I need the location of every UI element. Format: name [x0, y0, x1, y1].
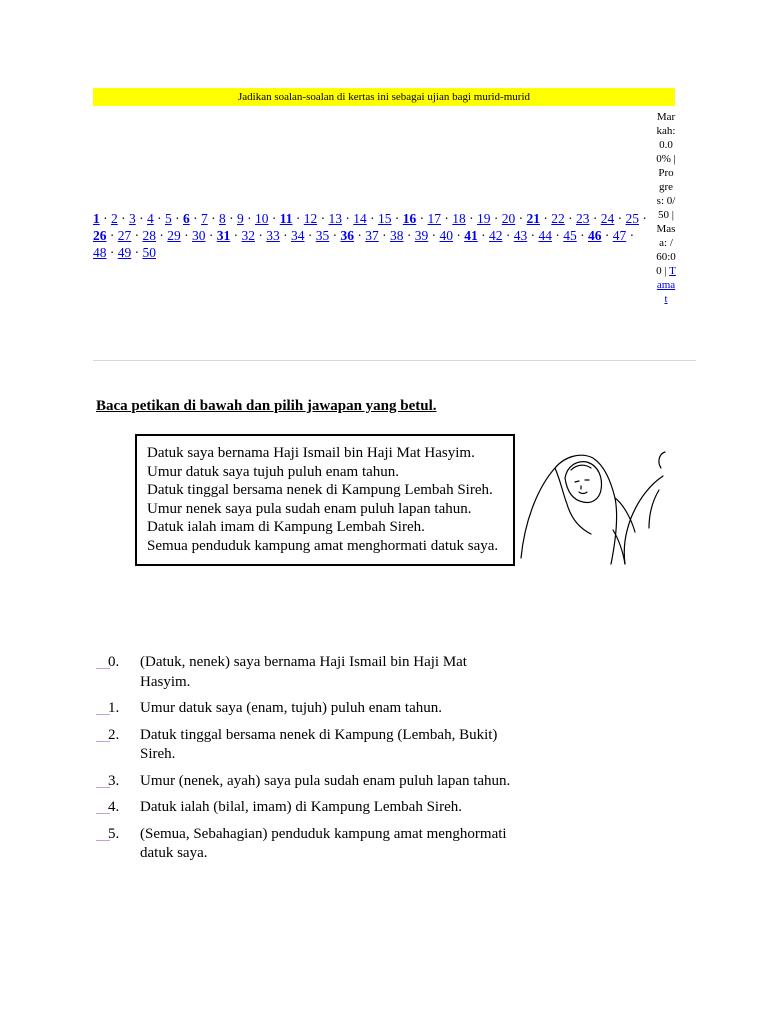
question-number-text: 5.: [108, 825, 120, 842]
banner: Jadikan soalan-soalan di kertas ini sebagai ujian bagi murid-murid: [93, 88, 675, 106]
link-separator: ·: [205, 228, 217, 243]
grandparents-illustration: [519, 448, 669, 566]
separator: |: [673, 153, 676, 165]
question-link-35[interactable]: 35: [315, 228, 330, 243]
question-item: [96, 825, 516, 864]
question-link-7[interactable]: 7: [201, 211, 208, 226]
progress-value: 0/50: [658, 195, 676, 221]
link-separator: ·: [189, 211, 201, 226]
question-link-1[interactable]: 1: [93, 211, 100, 226]
question-link-6[interactable]: 6: [183, 211, 190, 226]
link-separator: ·: [207, 211, 219, 226]
question-link-34[interactable]: 34: [291, 228, 305, 243]
question-link-49[interactable]: 49: [117, 245, 132, 260]
link-separator: ·: [465, 211, 478, 226]
passage-line: Umur datuk saya tujuh puluh enam tahun.: [147, 463, 400, 480]
link-separator: ·: [171, 211, 183, 226]
link-separator: ·: [453, 228, 465, 243]
answer-blank[interactable]: [96, 813, 110, 814]
link-separator: ·: [601, 228, 613, 243]
question-number-text: 2.: [108, 726, 120, 743]
link-separator: ·: [268, 211, 280, 226]
question-link-38[interactable]: 38: [390, 228, 404, 243]
question-link-41[interactable]: 41: [464, 228, 478, 243]
question-link-16[interactable]: 16: [402, 211, 417, 226]
time-label: Masa:: [656, 223, 676, 249]
answer-blank[interactable]: [96, 840, 110, 841]
question-item: [96, 772, 516, 792]
link-separator: ·: [106, 245, 118, 260]
link-separator: ·: [391, 211, 403, 226]
link-separator: ·: [131, 228, 143, 243]
question-link-50[interactable]: 50: [142, 245, 156, 260]
link-separator: ·: [527, 228, 539, 243]
answer-blank[interactable]: [96, 741, 110, 742]
link-separator: ·: [614, 211, 626, 226]
progress-label: Progres:: [656, 167, 674, 207]
link-separator: ·: [378, 228, 390, 243]
link-separator: ·: [639, 211, 647, 226]
link-separator: ·: [156, 228, 168, 243]
question-link-37[interactable]: 37: [365, 228, 379, 243]
question-link-11[interactable]: 11: [279, 211, 293, 226]
question-link-42[interactable]: 42: [489, 228, 503, 243]
link-separator: ·: [589, 211, 601, 226]
link-separator: ·: [564, 211, 577, 226]
link-separator: ·: [403, 228, 415, 243]
question-link-46[interactable]: 46: [588, 228, 602, 243]
link-separator: ·: [225, 211, 237, 226]
question-number-text: 4.: [108, 799, 120, 815]
question-link-21[interactable]: 21: [526, 211, 541, 226]
question-link-12[interactable]: 12: [303, 211, 318, 226]
question-link-31[interactable]: 31: [216, 228, 231, 243]
link-separator: ·: [317, 211, 329, 226]
question-link-17[interactable]: 17: [427, 211, 442, 226]
passage-line: Datuk saya bernama Haji Ismail bin Haji Mat Hasyim.: [147, 445, 475, 461]
question-link-8[interactable]: 8: [219, 211, 226, 226]
question-link-5[interactable]: 5: [165, 211, 172, 226]
question-text: Umur datuk saya (enam, tujuh) puluh enam tahun.: [140, 700, 443, 716]
finish-link[interactable]: Tamat: [656, 265, 676, 305]
question-list: [96, 653, 516, 871]
question-item: [96, 699, 516, 719]
question-link-4[interactable]: 4: [147, 211, 154, 226]
divider: [93, 360, 696, 361]
link-separator: ·: [329, 228, 341, 243]
link-separator: ·: [304, 228, 316, 243]
question-link-22[interactable]: 22: [551, 211, 565, 226]
question-link-9[interactable]: 9: [237, 211, 244, 226]
question-navigation: [93, 210, 649, 261]
question-link-14[interactable]: 14: [353, 211, 367, 226]
link-separator: ·: [477, 228, 489, 243]
link-separator: ·: [552, 228, 564, 243]
question-link-44[interactable]: 44: [538, 228, 552, 243]
question-link-10[interactable]: 10: [255, 211, 269, 226]
link-separator: ·: [99, 211, 111, 226]
passage-line: Umur nenek saya pula sudah enam puluh lapan tahun.: [147, 500, 472, 517]
link-separator: ·: [106, 228, 118, 243]
link-separator: ·: [540, 211, 552, 226]
question-link-2[interactable]: 2: [111, 211, 118, 226]
status-panel: [656, 110, 676, 306]
question-text: Datuk ialah (bilal, imam) di Kampung Lembah Sireh.: [140, 799, 463, 815]
question-link-39[interactable]: 39: [414, 228, 429, 243]
passage-line: Datuk tinggal bersama nenek di Kampung Lembah Sireh.: [147, 482, 493, 499]
link-separator: ·: [576, 228, 588, 243]
question-link-27[interactable]: 27: [117, 228, 132, 243]
question-link-43[interactable]: 43: [513, 228, 528, 243]
question-link-28[interactable]: 28: [142, 228, 156, 243]
question-link-3[interactable]: 3: [129, 211, 136, 226]
link-separator: ·: [441, 211, 453, 226]
link-separator: ·: [342, 211, 354, 226]
question-item: [96, 653, 516, 692]
link-separator: ·: [626, 228, 635, 243]
instruction-heading: Baca petikan di bawah dan pilih jawapan yang betul.: [96, 398, 437, 414]
question-number: [96, 772, 140, 792]
question-number-text: 1.: [108, 700, 120, 716]
question-link-47[interactable]: 47: [612, 228, 627, 243]
question-number-text: 3.: [108, 772, 120, 789]
answer-blank[interactable]: [96, 668, 110, 669]
question-link-36[interactable]: 36: [340, 228, 354, 243]
question-number: [96, 798, 140, 818]
link-separator: ·: [279, 228, 291, 243]
passage-box: [135, 434, 515, 566]
question-link-33[interactable]: 33: [266, 228, 280, 243]
question-number: [96, 653, 140, 692]
link-separator: ·: [230, 228, 242, 243]
link-separator: ·: [153, 211, 165, 226]
answer-blank[interactable]: [96, 787, 110, 788]
question-link-20[interactable]: 20: [501, 211, 516, 226]
score-value: 0.00%: [656, 139, 673, 165]
question-link-48[interactable]: 48: [93, 245, 107, 260]
question-link-40[interactable]: 40: [439, 228, 453, 243]
link-separator: ·: [515, 211, 527, 226]
question-link-32[interactable]: 32: [241, 228, 255, 243]
question-link-24[interactable]: 24: [600, 211, 615, 226]
question-item: [96, 726, 516, 765]
question-link-25[interactable]: 25: [625, 211, 640, 226]
link-separator: ·: [255, 228, 267, 243]
link-separator: ·: [416, 211, 428, 226]
question-link-18[interactable]: 18: [452, 211, 466, 226]
link-separator: ·: [490, 211, 502, 226]
link-separator: ·: [131, 245, 143, 260]
score-label: Markah:: [656, 111, 676, 137]
link-separator: ·: [428, 228, 440, 243]
question-text: Umur (nenek, ayah) saya pula sudah enam puluh lapan tahun.: [140, 772, 511, 789]
link-separator: ·: [354, 228, 366, 243]
question-link-45[interactable]: 45: [563, 228, 577, 243]
link-separator: ·: [180, 228, 192, 243]
separator: |: [671, 209, 674, 221]
question-number: [96, 726, 140, 765]
link-separator: ·: [292, 211, 304, 226]
link-separator: ·: [243, 211, 255, 226]
question-text: (Semua, Sebahagian) penduduk kampung amat menghormati datuk saya.: [140, 825, 507, 861]
link-separator: ·: [117, 211, 129, 226]
question-link-30[interactable]: 30: [192, 228, 206, 243]
question-link-13[interactable]: 13: [328, 211, 343, 226]
separator: |: [664, 265, 667, 277]
question-number-text: 0.: [108, 654, 120, 670]
question-link-29[interactable]: 29: [167, 228, 181, 243]
question-item: [96, 798, 516, 818]
link-separator: ·: [502, 228, 514, 243]
link-separator: ·: [366, 211, 379, 226]
passage-line: Semua penduduk kampung amat menghormati datuk saya.: [147, 537, 499, 554]
time-value: / 60:00: [656, 237, 676, 277]
question-link-26[interactable]: 26: [93, 228, 107, 243]
answer-blank[interactable]: [96, 714, 110, 715]
question-number: [96, 825, 140, 864]
question-link-15[interactable]: 15: [378, 211, 392, 226]
question-text: (Datuk, nenek) saya bernama Haji Ismail bin Haji Mat Hasyim.: [140, 654, 467, 690]
question-link-23[interactable]: 23: [576, 211, 590, 226]
passage-line: Datuk ialah imam di Kampung Lembah Sireh.: [147, 519, 425, 536]
link-separator: ·: [135, 211, 147, 226]
question-text: Datuk tinggal bersama nenek di Kampung (Lembah, Bukit) Sireh.: [140, 726, 498, 762]
question-number: [96, 699, 140, 719]
question-link-19[interactable]: 19: [477, 211, 491, 226]
